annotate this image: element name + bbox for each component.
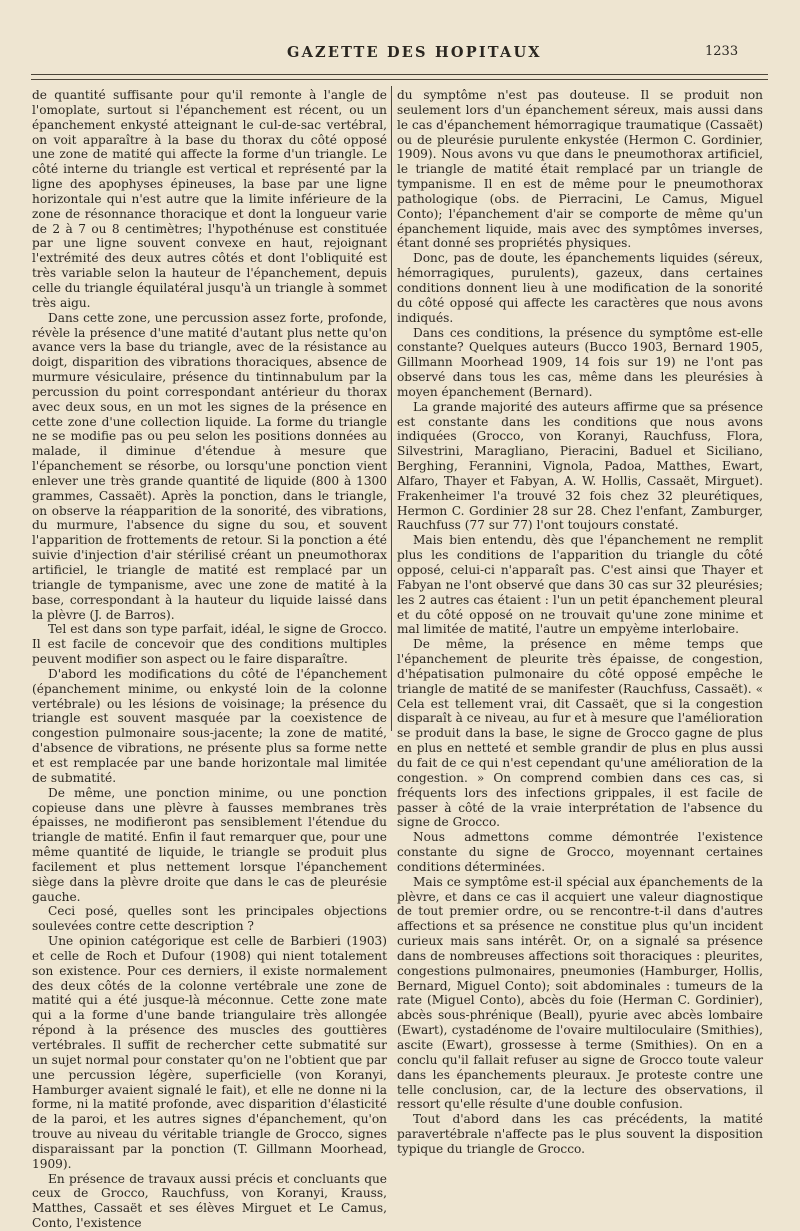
left-column bbox=[32, 88, 387, 1231]
running-title: GAZETTE DES HOPITAUX bbox=[287, 44, 542, 61]
column-divider bbox=[391, 86, 392, 731]
paragraph: Donc, pas de doute, les épanchements liquides (séreux, hémorragiques, purulents), gazeux, dans certaines conditions donnent lieu à une modification de la sonorité du côté opposé qui affecte les caractères que nous avons indiqués. bbox=[397, 251, 763, 325]
paragraph: Dans ces conditions, la présence du symptôme est-elle constante? Quelques auteurs (Bucco 1903, Bernard 1905, Gillmann Moorhead 1909, 14 fois sur 19) ne l'ont pas observé dans tous les cas, même dans les pleurésies à moyen épanchement (Bernard). bbox=[397, 325, 763, 399]
header-rule-bottom bbox=[31, 79, 768, 80]
running-header bbox=[0, 40, 800, 64]
paragraph: Une opinion catégorique est celle de Barbieri (1903) et celle de Roch et Dufour (1908) qui nient totalement son existence. Pour ces derniers, il existe normalement des deux côtés de la colonne vertébrale une zone de matité qui a été jusque-là méconnue. Cette zone mate qui a la forme d'une bande triangulaire très allongée répond à la présence des muscles des gouttières vertébrales. Il suffit de rechercher cette submatité sur un sujet normal pour constater qu'on ne l'obtient que par une percussion légère, superficielle (von Koranyi, Hamburger avaient signalé le fait), et elle ne donne ni la forme, ni la matité profonde, avec disparition d'élasticité de la paroi, et les autres signes d'épanchement, qu'on trouve au niveau du véritable triangle de Grocco, signes disparaissant par la ponction (T. Gillmann Moorhead, 1909). bbox=[32, 934, 387, 1171]
paragraph: de quantité suffisante pour qu'il remonte à l'angle de l'omoplate, surtout si l'épanchement est récent, ou un épanchement enkysté atteignant le cul-de-sac vertébral, on voit apparaître à la base du thorax du côté opposé une zone de matité qui affecte la forme d'un triangle. Le côté interne du triangle est vertical et représenté par la ligne des apophyses épineuses, la base par une ligne horizontale qui n'est autre que la limite inférieure de la zone de résonnance thoracique et dont la longueur varie de 2 à 7 ou 8 centimètres; l'hypothénuse est constituée par une ligne souvent convexe en haut, rejoignant l'extrémité des deux autres côtés et dont l'obliquité est très variable selon la hauteur de l'épanchement, depuis celle du triangle équilatéral jusqu'à un triangle à sommet très aigu. bbox=[32, 88, 387, 310]
paragraph: La grande majorité des auteurs affirme que sa présence est constante dans les conditions que nous avons indiquées (Grocco, von Koranyi, Rauchfuss, Flora, Silvestrini, Maragliano, Pieracini, Baduel et Siciliano, Berghing, Ferannini, Vignola, Padoa, Matthes, Ewart, Alfaro, Thayer et Fabyan, A. W. Hollis, Cassaët, Mirguet). Frakenheimer l'a trouvé 32 fois chez 32 pleurétiques, Hermon C. Gordinier 28 sur 28. Chez l'enfant, Zamburger, Rauchfuss (77 sur 77) l'ont toujours constaté. bbox=[397, 399, 763, 533]
header-rule-top bbox=[31, 74, 768, 75]
page-number: 1233 bbox=[705, 44, 739, 59]
paragraph: Ceci posé, quelles sont les principales objections soulevées contre cette description ? bbox=[32, 904, 387, 934]
paragraph: Nous admettons comme démontrée l'existence constante du signe de Grocco, moyennant certaines conditions déterminées. bbox=[397, 830, 763, 874]
paragraph: De même, la présence en même temps que l'épanchement de pleurite très épaisse, de congestion, d'hépatisation pulmonaire du côté opposé empêche le triangle de matité de se manifester (Rauchfuss, Cassaët). « Cela est tellement vrai, dit Cassaët, que si la congestion disparaît à ce niveau, au fur et à mesure que l'amélioration se produit dans la base, le signe de Grocco gagne de plus en plus en netteté et semble grandir de plus en plus aussi du fait de ce qui n'est cependant qu'une amélioration de la congestion. » On comprend combien dans ces cas, si fréquents lors des infections grippales, il est facile de passer à côté de la vraie interprétation de l'absence du signe de Grocco. bbox=[397, 637, 763, 830]
paragraph: Mais ce symptôme est-il spécial aux épanchements de la plèvre, et dans ce cas il acquiert une valeur diagnostique de tout premier ordre, ou se rencontre-t-il dans d'autres affections et sa présence ne constitue plus qu'un incident curieux mais sans intérêt. Or, on a signalé sa présence dans de nombreuses affections soit thoraciques : pleurites, congestions pulmonaires, pneumonies (Hamburger, Hollis, Bernard, Miguel Conto); soit abdominales : tumeurs de la rate (Miguel Conto), abcès du foie (Herman C. Gordinier), abcès sous-phrénique (Beall), pyurie avec abcès lombaire (Ewart), cystadénome de l'ovaire multiloculaire (Smithies), ascite (Ewart), grossesse à terme (Smithies). On en a conclu qu'il fallait refuser au signe de Grocco toute valeur dans les épanchements pleuraux. Je proteste contre une telle conclusion, car, de la lecture des observations, il ressort qu'elle résulte d'une double confusion. bbox=[397, 874, 763, 1112]
paragraph: Tout d'abord dans les cas précédents, la matité paravertébrale n'affecte pas le plus souvent la disposition typique du triangle de Grocco. bbox=[397, 1112, 763, 1156]
paragraph: De même, une ponction minime, ou une ponction copieuse dans une plèvre à fausses membranes très épaisses, ne modifieront pas sensiblement l'étendue du triangle de matité. Enfin il faut remarquer que, pour une même quantité de liquide, le triangle se produit plus facilement et plus nettement lorsque l'épanchement siège dans la plèvre droite que dans le cas de pleurésie gauche. bbox=[32, 785, 387, 904]
right-column bbox=[397, 88, 763, 1157]
paragraph: Mais bien entendu, dès que l'épanchement ne remplit plus les conditions de l'apparition du triangle du côté opposé, celui-ci n'apparaît pas. C'est ainsi que Thayer et Fabyan ne l'ont observé que dans 30 cas sur 32 pleurésies; les 2 autres cas étaient : l'un un petit épanchement pleural et du côté opposé on ne trouvait qu'une zone minime et mal limitée de matité, l'autre un empyème interlobaire. bbox=[397, 533, 763, 637]
paragraph: du symptôme n'est pas douteuse. Il se produit non seulement lors d'un épanchement séreux, mais aussi dans le cas d'épanchement hémorragique traumatique (Cassaët) ou de pleurésie purulente enkystée (Hermon C. Gordinier, 1909). Nous avons vu que dans le pneumothorax artificiel, le triangle de matité était remplacé par un triangle de tympanisme. Il en est de même pour le pneumothorax pathologique (obs. de Pierracini, Le Camus, Miguel Conto); l'épanchement d'air se comporte de même qu'un épanchement liquide, mais avec des symptômes inverses, étant donné ses propriétés physiques. bbox=[397, 88, 763, 251]
paragraph: Tel est dans son type parfait, idéal, le signe de Grocco. Il est facile de concevoir que des conditions multiples peuvent modifier son aspect ou le faire disparaître. bbox=[32, 622, 387, 667]
paragraph: D'abord les modifications du côté de l'épanchement (épanchement minime, ou enkysté loin de la colonne vertébrale) ou les lésions de voisinage; la présence du triangle est souvent masquée par la coexistence de congestion pulmonaire sous-jacente; la zone de matité, d'absence de vibrations, ne présente plus sa forme nette et est remplacée par une bande horizontale mal limitée de submatité. bbox=[32, 666, 387, 785]
paragraph: Dans cette zone, une percussion assez forte, profonde, révèle la présence d'une matité d'autant plus nette qu'on avance vers la base du triangle, avec de la résistance au doigt, disparition des vibrations thoraciques, absence de murmure vésiculaire, présence du tintinnabulum par la percussion du point correspondant antérieur du thorax avec deux sous, en un mot les signes de la présence en cette zone d'une collection liquide. La forme du triangle ne se modifie pas ou peu selon les positions données au malade, il diminue d'étendue à mesure que l'épanchement se résorbe, ou lorsqu'une ponction vient enlever une très grande quantité de liquide (800 à 1300 grammes, Cassaët). Après la ponction, dans le triangle, on observe la réapparition de la sonorité, des vibrations, du murmure, l'absence du signe du sou, et souvent l'apparition de frottements de retour. Si la ponction a été suivie d'injection d'air stérilisé créant un pneumothorax artificiel, le triangle de matité est remplacé par un triangle de tympanisme, avec une zone de matité à la base, correspondant à la hauteur du liquide laissé dans la plèvre (J. de Barros). bbox=[32, 310, 387, 622]
paragraph: En présence de travaux aussi précis et concluants que ceux de Grocco, Rauchfuss, von Koranyi, Krauss, Matthes, Cassaët et ses élèves Mirguet et Le Camus, Conto, l'existence bbox=[32, 1171, 387, 1231]
